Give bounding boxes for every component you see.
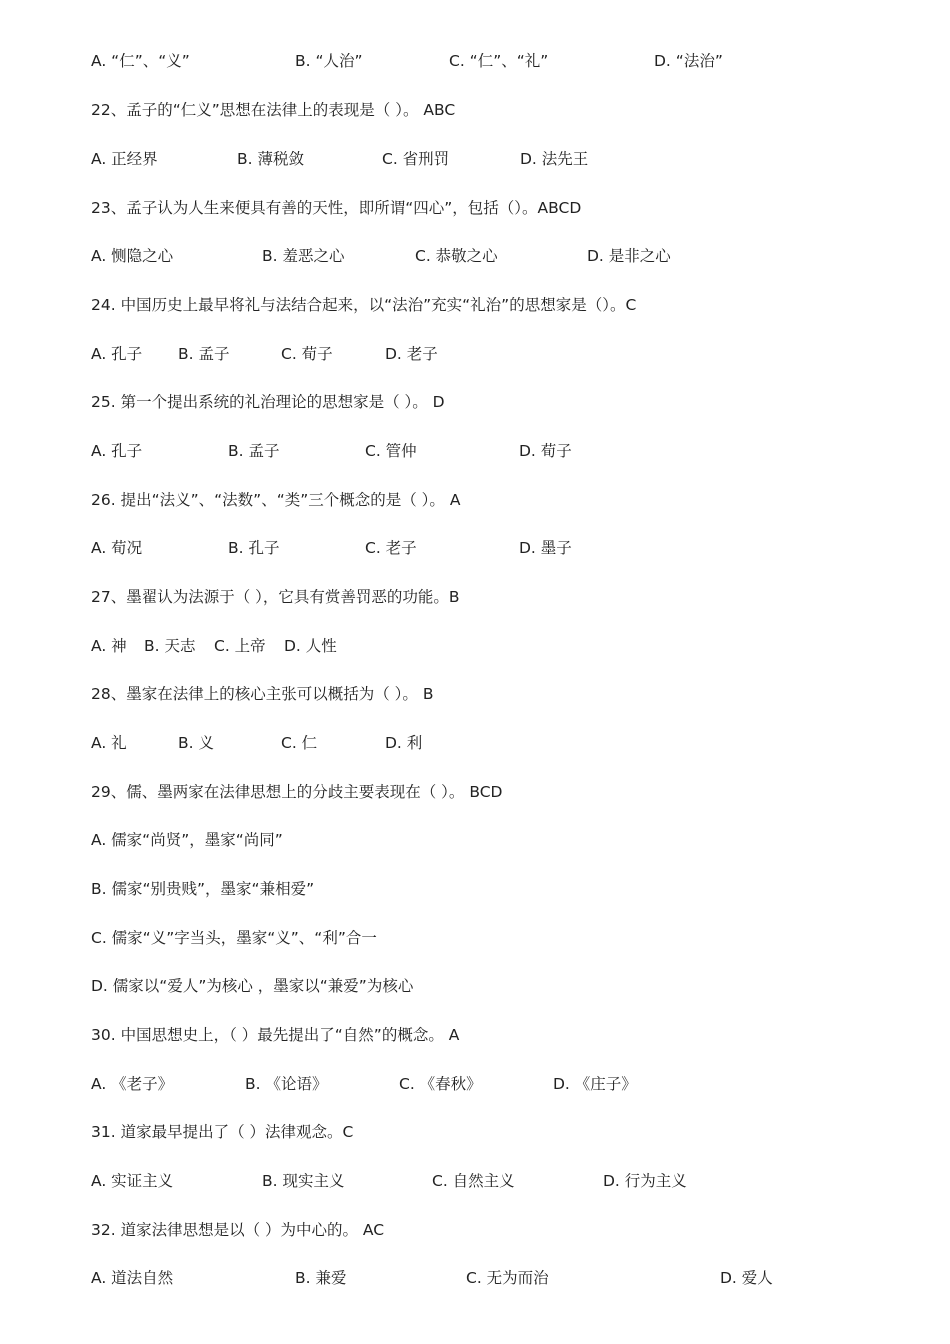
option-d: D. 儒家以“爱人”为核心 ，墨家以“兼爱”为核心 bbox=[91, 977, 414, 995]
option-c: C. “仁”、“礼” bbox=[449, 52, 549, 70]
option-d: D. 利 bbox=[385, 734, 423, 752]
option-a: A. “仁”、“义” bbox=[91, 52, 190, 70]
option-d: D. 爱人 bbox=[720, 1269, 773, 1287]
option-d: D. 《庄子》 bbox=[553, 1075, 637, 1093]
option-c: C. 恭敬之心 bbox=[415, 247, 498, 265]
option-b: B. 薄税敛 bbox=[237, 150, 304, 168]
option-d: D. 老子 bbox=[385, 345, 438, 363]
option-c: C. 管仲 bbox=[365, 442, 417, 460]
options-row-24 bbox=[91, 343, 891, 365]
question-29: 29、儒、墨两家在法律思想上的分歧主要表现在（ ）。 BCD bbox=[91, 783, 503, 801]
question-27: 27、墨翟认为法源于（ ），它具有赏善罚恶的功能。B bbox=[91, 588, 460, 606]
question-30: 30. 中国思想史上，（ ）最先提出了“自然”的概念。 A bbox=[91, 1026, 460, 1044]
option-c: C. 儒家“义”字当头，墨家“义”、“利”合一 bbox=[91, 929, 377, 947]
option-c: C. 荀子 bbox=[281, 345, 333, 363]
option-b: B. 兼爱 bbox=[295, 1269, 347, 1287]
option-b: B. 天志 bbox=[144, 637, 196, 655]
options-row-21 bbox=[91, 50, 891, 72]
options-row-27 bbox=[91, 635, 891, 657]
options-row-23 bbox=[91, 245, 891, 267]
option-a: A. 神 bbox=[91, 637, 127, 655]
option-b: B. 孔子 bbox=[228, 539, 280, 557]
option-d: D. “法治” bbox=[654, 52, 723, 70]
option-d: D. 荀子 bbox=[519, 442, 572, 460]
options-row-25 bbox=[91, 440, 891, 462]
options-row-31 bbox=[91, 1170, 891, 1192]
options-row-32 bbox=[91, 1267, 891, 1289]
option-d: D. 人性 bbox=[284, 637, 337, 655]
option-a: A. 实证主义 bbox=[91, 1172, 174, 1190]
option-b: B. 现实主义 bbox=[262, 1172, 345, 1190]
options-row-26 bbox=[91, 537, 891, 559]
question-31: 31. 道家最早提出了（ ）法律观念。C bbox=[91, 1123, 354, 1141]
question-28: 28、墨家在法律上的核心主张可以概括为（ ）。 B bbox=[91, 685, 434, 703]
option-a: A. 孔子 bbox=[91, 345, 143, 363]
question-23: 23、孟子认为人生来便具有善的天性，即所谓“四心”，包括（）。ABCD bbox=[91, 199, 582, 217]
option-c: C. 老子 bbox=[365, 539, 417, 557]
option-c: C. 上帝 bbox=[214, 637, 266, 655]
option-d: D. 行为主义 bbox=[603, 1172, 687, 1190]
option-b: B. 《论语》 bbox=[245, 1075, 328, 1093]
question-26: 26. 提出“法义”、“法数”、“类”三个概念的是（ ）。 A bbox=[91, 491, 461, 509]
option-a: A. 恻隐之心 bbox=[91, 247, 174, 265]
options-row-22 bbox=[91, 148, 891, 170]
option-a: A. 礼 bbox=[91, 734, 127, 752]
option-b: B. “人治” bbox=[295, 52, 363, 70]
option-a: A. 孔子 bbox=[91, 442, 143, 460]
option-b: B. 儒家“别贵贱”，墨家“兼相爱” bbox=[91, 880, 315, 898]
option-d: D. 墨子 bbox=[519, 539, 572, 557]
option-a: A. 《老子》 bbox=[91, 1075, 174, 1093]
option-b: B. 羞恶之心 bbox=[262, 247, 345, 265]
question-22: 22、孟子的“仁义”思想在法律上的表现是（ ）。 ABC bbox=[91, 101, 456, 119]
option-b: B. 孟子 bbox=[228, 442, 280, 460]
question-32: 32. 道家法律思想是以（ ）为中心的。 AC bbox=[91, 1221, 385, 1239]
option-b: B. 义 bbox=[178, 734, 214, 752]
option-a: A. 儒家“尚贤”，墨家“尚同” bbox=[91, 831, 283, 849]
option-c: C. 无为而治 bbox=[466, 1269, 549, 1287]
option-d: D. 法先王 bbox=[520, 150, 589, 168]
option-a: A. 正经界 bbox=[91, 150, 158, 168]
option-a: A. 道法自然 bbox=[91, 1269, 174, 1287]
option-c: C. 省刑罚 bbox=[382, 150, 450, 168]
options-row-28 bbox=[91, 732, 891, 754]
question-24: 24. 中国历史上最早将礼与法结合起来，以“法治”充实“礼治”的思想家是（）。C bbox=[91, 296, 637, 314]
option-b: B. 孟子 bbox=[178, 345, 230, 363]
option-c: C. 《春秋》 bbox=[399, 1075, 482, 1093]
option-a: A. 荀况 bbox=[91, 539, 143, 557]
option-c: C. 仁 bbox=[281, 734, 318, 752]
option-d: D. 是非之心 bbox=[587, 247, 671, 265]
options-row-30 bbox=[91, 1073, 891, 1095]
option-c: C. 自然主义 bbox=[432, 1172, 515, 1190]
question-25: 25. 第一个提出系统的礼治理论的思想家是（ ）。 D bbox=[91, 393, 445, 411]
